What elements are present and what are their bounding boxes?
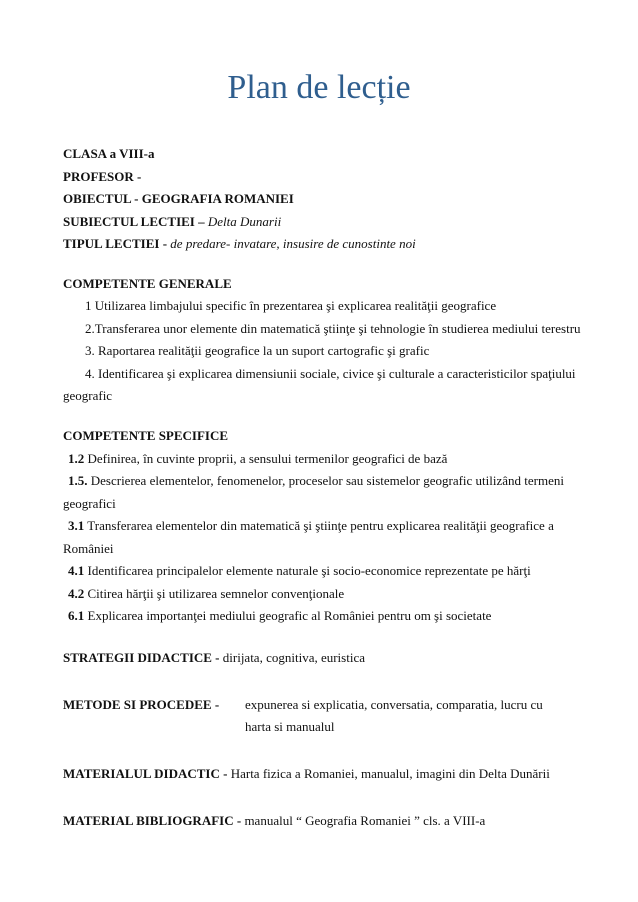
cs-item xyxy=(68,518,554,534)
cg-item: 3. Raportarea realităţii geografice la un suport cartografic şi grafic xyxy=(85,343,430,358)
metode-label: METODE SI PROCEDEE - xyxy=(63,697,220,712)
materialul-value: Harta fizica a Romaniei, manualul, imagini din Delta Dunării xyxy=(230,766,550,781)
subiectul-line xyxy=(63,214,281,230)
subiectul-label: SUBIECTUL LECTIEI – xyxy=(63,214,205,229)
cs-item xyxy=(68,451,447,467)
bibliografic-value: manualul “ Geografia Romaniei ” cls. a VIII-a xyxy=(244,813,486,828)
bibliografic-line xyxy=(63,813,485,829)
metode-value-line1: expunerea si explicatia, conversatia, comparatia, lucru cu xyxy=(245,697,543,712)
tipul-line xyxy=(63,236,416,252)
cs-item: României xyxy=(63,541,114,556)
cs-item xyxy=(68,563,531,579)
tipul-value: de predare- invatare, insusire de cunostinte noi xyxy=(170,236,416,251)
cs-item-text: Definirea, în cuvinte proprii, a sensului termenilor geografici de bază xyxy=(84,451,448,466)
competente-specifice-heading: COMPETENTE SPECIFICE xyxy=(63,428,229,443)
cs-item xyxy=(68,608,491,624)
cs-item: geografici xyxy=(63,496,116,511)
cs-item-text: Citirea hărţii şi utilizarea semnelor convenţionale xyxy=(84,586,345,601)
materialul-line xyxy=(63,766,550,782)
bibliografic-label: MATERIAL BIBLIOGRAFIC - xyxy=(63,813,242,828)
obiectul-line: OBIECTUL - GEOGRAFIA ROMANIEI xyxy=(63,191,294,206)
cs-item-num: 4.2 xyxy=(68,586,85,601)
cg-item: 4. Identificarea şi explicarea dimensiunii sociale, civice şi culturale a caracteristicilor spaţiului xyxy=(85,366,576,381)
cg-item: geografic xyxy=(63,388,113,403)
cs-item-num: 6.1 xyxy=(68,608,85,623)
strategii-label: STRATEGII DIDACTICE - xyxy=(63,650,220,665)
cs-item-text: Identificarea principalelor elemente naturale şi socio-economice reprezentate pe hărţi xyxy=(84,563,531,578)
cs-item xyxy=(68,586,344,602)
cs-item-num: 1.2 xyxy=(68,451,85,466)
cs-item-text: Descrierea elementelor, fenomenelor, proceselor sau sistemelor geografic utilizând termeni xyxy=(87,473,564,488)
strategii-value: dirijata, cognitiva, euristica xyxy=(222,650,365,665)
page-title: Plan de lecție xyxy=(227,69,411,106)
cg-item: 2.Transferarea unor elemente din matematică ştiinţe şi tehnologie în studierea mediului terestru xyxy=(85,321,581,336)
cs-item-num: 1.5. xyxy=(68,473,88,488)
profesor-line: PROFESOR - xyxy=(63,169,142,184)
competente-generale-heading: COMPETENTE GENERALE xyxy=(63,276,232,291)
cs-item-text: Transferarea elementelor din matematică şi ştiinţe pentru explicarea realităţii geografice a xyxy=(84,518,554,533)
clasa-line: CLASA a VIII-a xyxy=(63,146,155,161)
tipul-label: TIPUL LECTIEI - xyxy=(63,236,168,251)
subiectul-value: Delta Dunarii xyxy=(207,214,282,229)
metode-value-line2: harta si manualul xyxy=(245,719,335,734)
cs-item-num: 4.1 xyxy=(68,563,85,578)
cs-item-num: 3.1 xyxy=(68,518,85,533)
materialul-label: MATERIALUL DIDACTIC - xyxy=(63,766,228,781)
cs-item xyxy=(68,473,564,489)
strategii-line xyxy=(63,650,365,666)
cs-item-text: Explicarea importanţei mediului geografic al României pentru om şi societate xyxy=(84,608,492,623)
cg-item: 1 Utilizarea limbajului specific în prezentarea şi explicarea realităţii geografice xyxy=(85,298,497,313)
